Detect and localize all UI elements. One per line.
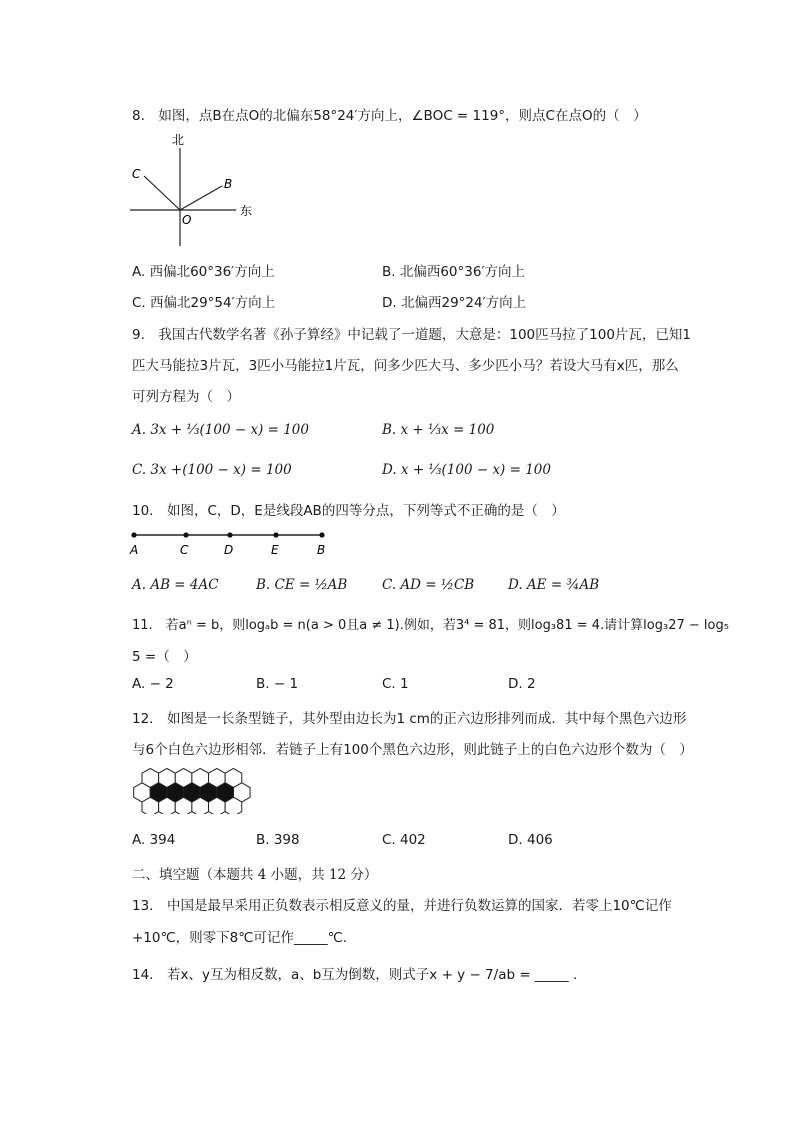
label-b: B	[224, 177, 233, 191]
q11-option-b: B. − 1	[256, 676, 299, 692]
black-hexagon	[184, 783, 201, 802]
q9-option-c: C. 3x +(100 − x) = 100	[132, 462, 292, 478]
ray-ob	[180, 186, 222, 210]
label-b: B	[317, 543, 326, 557]
q10-stem: 10. 如图，C，D，E是线段AB的四等分点，下列等式不正确的是（ ）	[132, 503, 565, 519]
point-e	[273, 532, 278, 537]
q9-line-3: 可列方程为（ ）	[132, 389, 240, 405]
label-north: 北	[172, 133, 185, 147]
q12-line-1: 12. 如图是一长条型链子，其外型由边长为1 cm的正六边形排列而成．其中每个黑色六边形	[132, 711, 687, 727]
point-d	[227, 532, 232, 537]
label-c: C	[132, 167, 141, 181]
q8-option-b: B. 北偏西60°36′方向上	[382, 264, 526, 280]
q10-option-a: A. AB = 4AC	[132, 577, 219, 593]
point-c	[183, 532, 188, 537]
q10-segment-figure	[128, 526, 334, 558]
q8-option-c: C. 西偏北29°54′方向上	[132, 295, 276, 311]
black-hexagon	[200, 783, 217, 802]
ray-oc	[144, 176, 180, 210]
q12-option-d: D. 406	[508, 832, 553, 848]
black-hexagon	[167, 783, 184, 802]
label-e: E	[271, 543, 279, 557]
point-b	[319, 532, 324, 537]
q11-line-1: 11. 若aⁿ = b，则logₐb = n(a > 0且a ≠ 1).例如，若3⁴ = 81，则log₃81 = 4.请计算log₃27 − log₅	[132, 618, 729, 633]
q8-compass-figure	[126, 130, 260, 248]
q14-stem: 14. 若x、y互为相反数，a、b互为倒数，则式子x + y − 7/ab = _____ .	[132, 967, 578, 983]
black-hexagon	[217, 783, 234, 802]
q10-option-d: D. AE = ¾AB	[508, 577, 600, 593]
black-hexagon	[150, 783, 167, 802]
q12-option-b: B. 398	[256, 832, 300, 848]
label-c: C	[180, 543, 189, 557]
q10-option-b: B. CE = ½AB	[256, 577, 348, 593]
q9-line-2: 匹大马能拉3片瓦，3匹小马能拉1片瓦，问多少匹大马、多少匹小马？若设大马有x匹，那么	[132, 358, 679, 374]
q10-option-c: C. AD = ½CB	[382, 577, 475, 593]
q12-option-c: C. 402	[382, 832, 426, 848]
q9-option-a: A. 3x + ⅓(100 − x) = 100	[132, 422, 309, 438]
q11-option-d: D. 2	[508, 676, 536, 692]
q9-option-d: D. x + ⅓(100 − x) = 100	[382, 462, 551, 478]
q12-line-2: 与6个白色六边形相邻．若链子上有100个黑色六边形，则此链子上的白色六边形个数为（ ）	[132, 742, 693, 758]
q13-line-1: 13. 中国是最早采用正负数表示相反意义的量，并进行负数运算的国家．若零上10℃记作	[132, 898, 672, 914]
q12-hexagon-chain-figure	[128, 766, 334, 814]
q11-option-c: C. 1	[382, 676, 409, 692]
q11-option-a: A. − 2	[132, 676, 174, 692]
q12-option-a: A. 394	[132, 832, 176, 848]
section-fill-in-heading: 二、填空题（本题共 4 小题，共 12 分）	[132, 867, 378, 883]
label-east: 东	[240, 204, 253, 218]
q11-line-2: 5 =（ ）	[132, 649, 197, 665]
q8-option-a: A. 西偏北60°36′方向上	[132, 264, 275, 280]
q8-option-d: D. 北偏西29°24′方向上	[382, 295, 527, 311]
q9-option-b: B. x + ⅓x = 100	[382, 422, 495, 438]
point-a	[131, 532, 136, 537]
q13-line-2: +10℃，则零下8℃可记作_____℃.	[132, 930, 348, 946]
label-o: O	[182, 213, 192, 227]
q9-line-1: 9. 我国古代数学名著《孙子算经》中记载了一道题，大意是：100匹马拉了100片瓦，已知1	[132, 327, 692, 343]
q8-stem: 8. 如图，点B在点O的北偏东58°24′方向上，∠BOC = 119°，则点C在点O的（ ）	[132, 108, 647, 124]
label-a: A	[130, 543, 139, 557]
label-d: D	[224, 543, 234, 557]
